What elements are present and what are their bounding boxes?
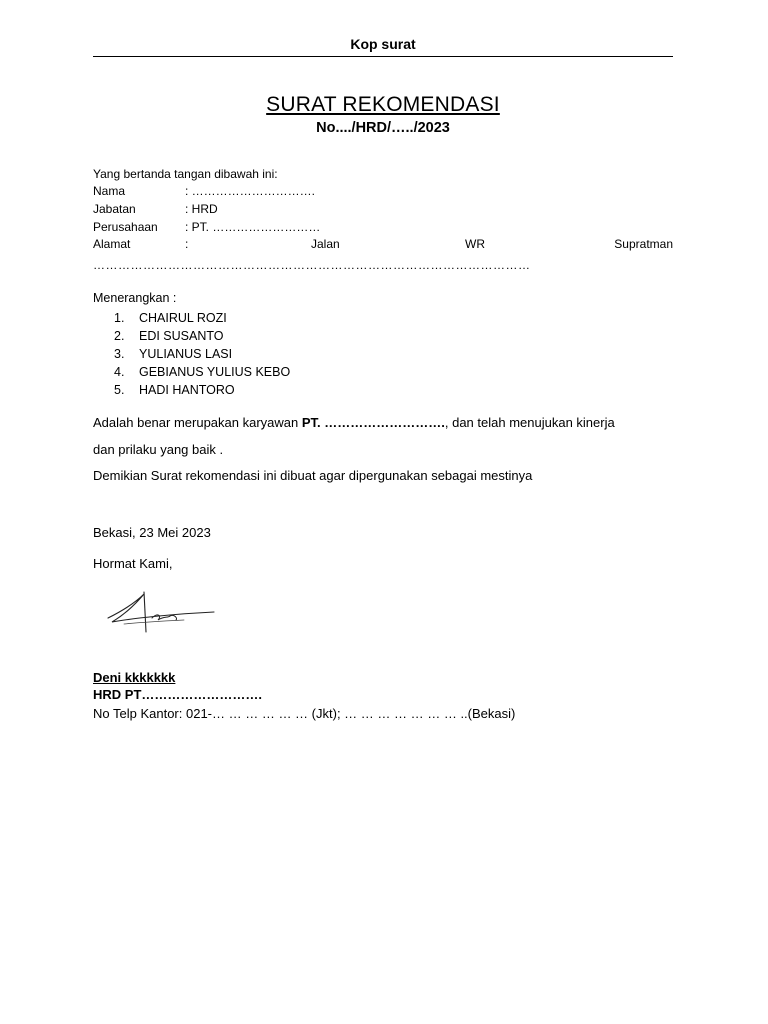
letterhead-placeholder: Kop surat <box>350 36 416 52</box>
statement-paragraph <box>93 415 615 430</box>
statement-text: Adalah benar merupakan karyawan <box>93 415 302 430</box>
contact-phone: No Telp Kantor: 021-… … … … … … (Jkt); … … … … … … … ..(Bekasi) <box>93 706 516 721</box>
employee-name: EDI SUSANTO <box>139 329 224 343</box>
signer-name: Deni kkkkkkk <box>93 670 176 685</box>
field-value: : PT. ……………………… <box>185 220 321 234</box>
list-item <box>114 363 290 381</box>
statement-line2: dan prilaku yang baik . <box>93 442 224 457</box>
address-word: Supratman <box>614 237 673 251</box>
field-colon: : <box>185 237 189 251</box>
field-alamat <box>93 237 673 254</box>
letterhead-divider <box>93 56 673 57</box>
field-label: Nama <box>93 184 126 198</box>
list-number: 2. <box>114 329 125 343</box>
list-number: 5. <box>114 383 125 397</box>
statement-company: PT. ………………………. <box>301 415 445 430</box>
regards: Hormat Kami, <box>93 556 173 571</box>
letter-title: SURAT REKOMENDASI <box>266 93 500 116</box>
field-value: : HRD <box>185 202 218 216</box>
list-number: 3. <box>114 347 125 361</box>
closing-paragraph: Demikian Surat rekomendasi ini dibuat agar dipergunakan sebagai mestinya <box>93 468 533 483</box>
field-label: Perusahaan <box>93 220 158 234</box>
signature-image <box>104 588 220 636</box>
list-number: 4. <box>114 365 125 379</box>
list-number: 1. <box>114 311 125 325</box>
field-perusahaan <box>93 220 673 237</box>
address-word: WR <box>465 237 485 251</box>
field-jabatan <box>93 202 673 219</box>
list-item <box>114 327 290 345</box>
address-word: Jalan <box>311 237 340 251</box>
employee-name: YULIANUS LASI <box>139 347 233 361</box>
list-item <box>114 309 290 327</box>
employee-list <box>114 309 290 399</box>
menerangkan-label: Menerangkan : <box>93 291 177 305</box>
intro-text: Yang bertanda tangan dibawah ini: <box>93 167 278 181</box>
field-label: Alamat <box>93 237 131 251</box>
list-item <box>114 345 290 363</box>
address-continuation: …………………………………………………………………………………………… <box>93 258 531 272</box>
employee-name: CHAIRUL ROZI <box>139 311 227 325</box>
letter-number: No..../HRD/…../2023 <box>316 120 450 136</box>
field-value: : …………………………. <box>185 184 316 198</box>
statement-text: , dan telah menujukan kinerja <box>444 415 615 430</box>
employee-name: HADI HANTORO <box>139 383 235 397</box>
list-item <box>114 381 290 399</box>
signer-title: HRD PT………………………. <box>93 687 262 702</box>
field-nama <box>93 184 673 201</box>
employee-name: GEBIANUS YULIUS KEBO <box>139 365 291 379</box>
place-date: Bekasi, 23 Mei 2023 <box>93 525 211 540</box>
field-label: Jabatan <box>93 202 136 216</box>
